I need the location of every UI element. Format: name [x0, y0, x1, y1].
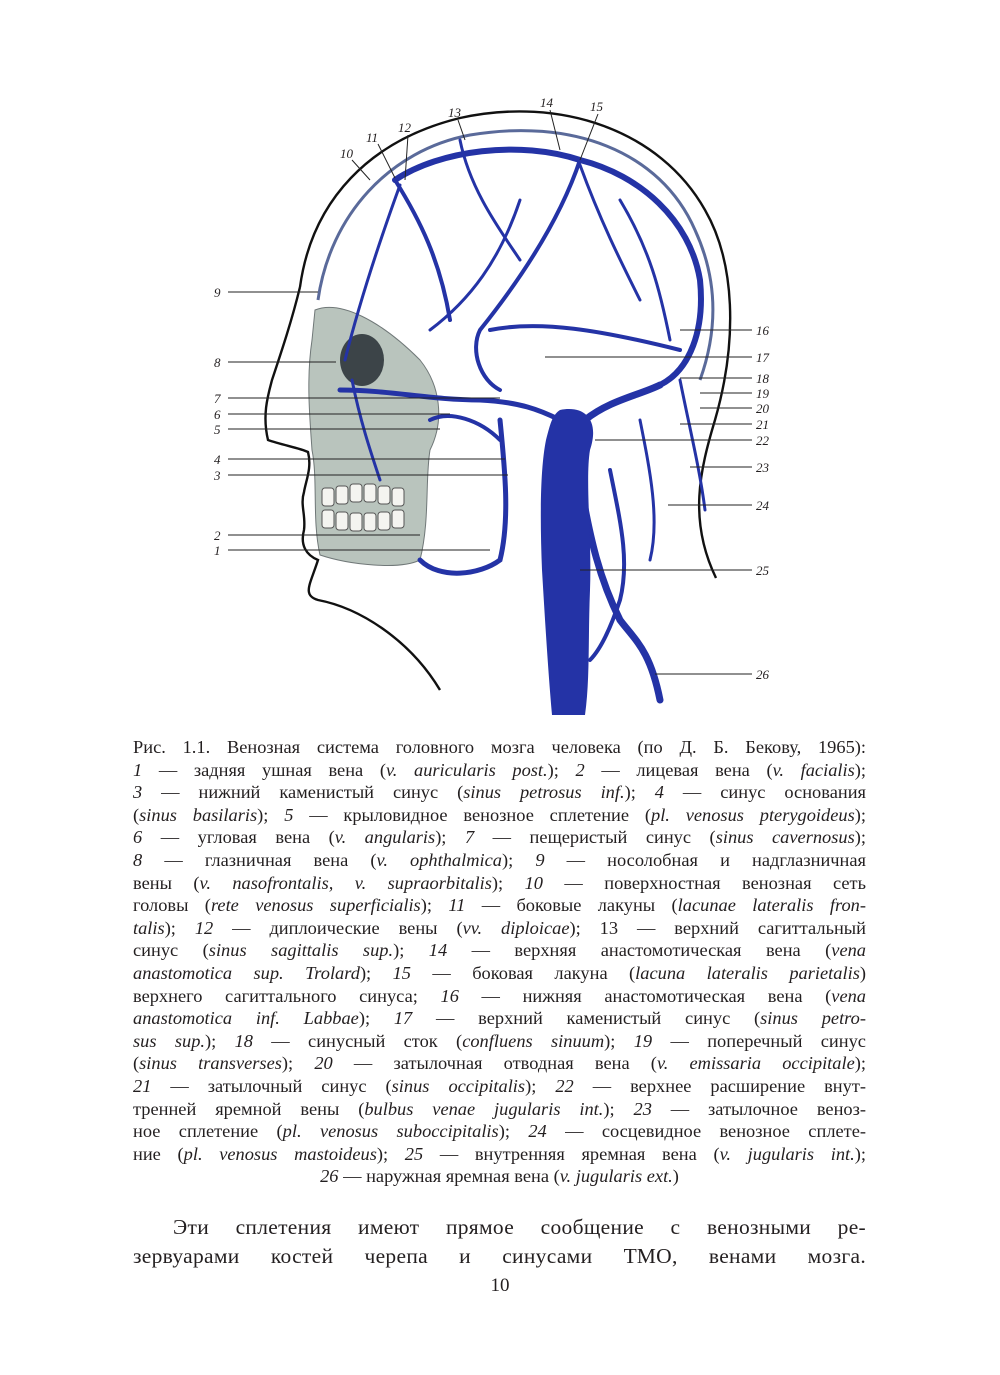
- caption-run: (: [133, 804, 140, 825]
- caption-run: v. auricularis post.: [385, 759, 548, 780]
- caption-run: 7: [464, 827, 475, 848]
- label-11: 11: [366, 130, 379, 145]
- caption-run: sinus cavernosus: [715, 827, 855, 848]
- label-16: 16: [756, 323, 769, 338]
- caption-run: вены (: [133, 872, 200, 893]
- caption-run: );: [854, 827, 866, 848]
- label-18: 18: [756, 371, 769, 386]
- label-7: 7: [214, 391, 221, 406]
- orbit: [340, 334, 384, 386]
- caption-run: );: [854, 1053, 866, 1074]
- caption-run: 21: [133, 1075, 152, 1096]
- caption-line: [133, 1098, 866, 1121]
- caption-run: — носолобная и надглазничная: [544, 849, 867, 870]
- caption-run: sinus basilaris: [139, 804, 258, 825]
- caption-line: [133, 1007, 866, 1030]
- caption-run: sinus occipitalis: [391, 1075, 526, 1096]
- caption-run: );: [501, 849, 536, 870]
- caption-run: — поверхностная венозная сеть: [542, 872, 866, 893]
- label-8: 8: [214, 355, 221, 370]
- caption-run: sinus sagittalis sup.: [208, 940, 394, 961]
- label-22: 22: [756, 433, 769, 448]
- caption-line: [133, 894, 866, 917]
- caption-run: 25: [404, 1143, 424, 1164]
- caption-line: [133, 1143, 866, 1166]
- caption-line: [133, 849, 866, 872]
- caption-run: верхнего сагиттального синуса;: [133, 985, 441, 1006]
- caption-run: );: [376, 1143, 405, 1164]
- caption-run: — наружная яремная вена (: [338, 1166, 560, 1187]
- caption-run: );: [359, 962, 393, 983]
- caption-run: pl. venosus mastoideus: [183, 1143, 377, 1164]
- caption-run: sus sup.: [133, 1030, 205, 1051]
- caption-run: — задняя ушная вена (: [142, 759, 386, 780]
- caption-run: Рис. 1.1. Венозная система головного мозга человека (по Д. Б. Бекову, 1965):: [133, 737, 866, 757]
- caption-run: v. emissaria occipitale: [656, 1053, 855, 1074]
- caption-run: );: [624, 782, 655, 803]
- caption-run: — пещеристый синус (: [474, 827, 716, 848]
- caption-run: vv. diploicae: [462, 917, 570, 938]
- label-5: 5: [214, 422, 221, 437]
- caption-run: 9: [535, 849, 545, 870]
- caption-run: ние (: [133, 1143, 184, 1164]
- caption-run: 8: [133, 849, 143, 870]
- caption-line: [133, 804, 866, 827]
- caption-run: );: [603, 1098, 634, 1119]
- label-6: 6: [214, 407, 221, 422]
- caption-run: anastomotica inf. Labbae: [133, 1008, 359, 1029]
- caption-run: 14: [428, 940, 448, 961]
- caption-run: anastomotica sup. Trolard: [133, 962, 360, 983]
- caption-line: [133, 985, 866, 1008]
- caption-run: 5: [284, 804, 294, 825]
- caption-run: talis: [133, 917, 165, 938]
- label-25: 25: [756, 563, 769, 578]
- caption-run: — внутренняя яремная вена (: [423, 1143, 720, 1164]
- caption-run: 3: [133, 782, 143, 803]
- caption-run: );: [854, 1143, 866, 1164]
- caption-run: (: [133, 1053, 140, 1074]
- body-line: зервуарами костей черепа и синусами ТМО, венами мозга.: [133, 1244, 866, 1268]
- caption-run: 24: [528, 1121, 547, 1142]
- caption-run: lacunae lateralis fron-: [677, 895, 866, 916]
- caption-run: — затылочная отводная вена (: [332, 1053, 657, 1074]
- caption-line: [133, 826, 866, 849]
- caption-run: lacuna lateralis parietalis: [635, 962, 860, 983]
- caption-run: );: [525, 1075, 556, 1096]
- caption-run: синус (: [133, 940, 209, 961]
- caption-run: 11: [448, 895, 466, 916]
- caption-run: );: [491, 872, 525, 893]
- caption-run: sinus transverses: [139, 1053, 282, 1074]
- caption-line: [133, 1052, 866, 1075]
- caption-run: — верхняя анастомотическая вена (: [447, 940, 832, 961]
- body-line: Эти сплетения имеют прямое сообщение с венозными ре-: [173, 1215, 866, 1239]
- caption-run: );: [854, 759, 866, 780]
- label-19: 19: [756, 386, 769, 401]
- label-3: 3: [214, 468, 221, 483]
- caption-run: — диплоические вены (: [213, 917, 463, 938]
- label-14: 14: [540, 95, 553, 110]
- internal-jugular-vein: [541, 409, 593, 715]
- caption-run: — лицевая вена (: [584, 759, 773, 780]
- label-24: 24: [756, 498, 769, 513]
- label-2: 2: [214, 528, 221, 543]
- caption-run: ): [859, 962, 866, 983]
- caption-run: );: [498, 1121, 529, 1142]
- caption-run: sinus petro-: [760, 1008, 866, 1029]
- label-23: 23: [756, 460, 769, 475]
- caption-run: — нижний каменистый синус (: [142, 782, 464, 803]
- caption-run: 6: [133, 827, 143, 848]
- caption-run: );: [393, 940, 429, 961]
- caption-run: 12: [194, 917, 214, 938]
- caption-run: тренней яремной вены (: [133, 1098, 365, 1119]
- caption-line: [133, 1075, 866, 1098]
- caption-run: ); 13 — верхний сагиттальный: [569, 917, 866, 938]
- caption-line: [133, 781, 866, 804]
- caption-run: — боковые лакуны (: [465, 895, 678, 916]
- label-15: 15: [590, 99, 603, 114]
- caption-run: confluens sinuum: [462, 1030, 605, 1051]
- caption-line: [133, 939, 866, 962]
- caption-run: v. jugularis int.: [719, 1143, 855, 1164]
- label-1: 1: [214, 543, 221, 558]
- caption-run: — угловая вена (: [142, 827, 335, 848]
- caption-run: );: [547, 759, 576, 780]
- caption-run: );: [435, 827, 465, 848]
- caption-line: [133, 872, 866, 895]
- caption-run: — крыловидное венозное сплетение (: [293, 804, 651, 825]
- caption-run: v. angularis: [334, 827, 436, 848]
- caption-run: 18: [234, 1030, 253, 1051]
- caption-run: );: [164, 917, 195, 938]
- caption-line: [133, 1030, 866, 1053]
- caption-run: — верхний каменистый синус (: [412, 1008, 761, 1029]
- caption-run: );: [604, 1030, 634, 1051]
- caption-run: );: [854, 804, 866, 825]
- caption-line: [133, 962, 866, 985]
- label-26: 26: [756, 667, 769, 682]
- caption-run: v. nasofrontalis, v. supraorbitalis: [199, 872, 492, 893]
- caption-run: — глазничная вена (: [142, 849, 377, 870]
- caption-run: 16: [440, 985, 459, 1006]
- caption-run: 22: [555, 1075, 574, 1096]
- caption-run: — нижняя анастомотическая вена (: [458, 985, 832, 1006]
- caption-run: );: [358, 1008, 394, 1029]
- caption-run: );: [420, 895, 449, 916]
- caption-line: [133, 1120, 866, 1143]
- caption-run: — поперечный синус: [652, 1030, 866, 1051]
- caption-line: [133, 1165, 866, 1188]
- caption-run: 17: [393, 1008, 413, 1029]
- caption-run: bulbus venae jugularis int.: [364, 1098, 604, 1119]
- caption-run: 10: [524, 872, 543, 893]
- caption-run: 26: [320, 1166, 339, 1187]
- caption-run: — верхнее расширение внут-: [573, 1075, 866, 1096]
- label-21: 21: [756, 417, 769, 432]
- caption-run: v. ophthalmica: [376, 849, 502, 870]
- label-12: 12: [398, 120, 411, 135]
- caption-run: );: [281, 1053, 315, 1074]
- caption-run: vena: [831, 985, 866, 1006]
- caption-run: — синус основания: [663, 782, 866, 803]
- caption-run: — затылочное венoз-: [651, 1098, 867, 1119]
- label-9: 9: [214, 285, 221, 300]
- body-paragraph: [133, 1213, 866, 1271]
- caption-run: 23: [633, 1098, 652, 1119]
- caption-run: pl. venosus pterygoideus: [651, 804, 855, 825]
- caption-run: головы (: [133, 895, 211, 916]
- caption-line: [133, 917, 866, 940]
- label-13: 13: [448, 105, 461, 120]
- caption-run: 19: [633, 1030, 653, 1051]
- caption-run: — боковая лакуна (: [410, 962, 636, 983]
- caption-run: );: [257, 804, 285, 825]
- caption-run: );: [205, 1030, 235, 1051]
- caption-line: [133, 759, 866, 782]
- caption-run: rete venosus superficialis: [210, 895, 421, 916]
- figure-caption: [133, 736, 866, 1188]
- caption-run: ное сплетение (: [133, 1121, 283, 1142]
- caption-run: v. jugularis ext.: [559, 1166, 673, 1187]
- caption-run: — синусный сток (: [252, 1030, 463, 1051]
- label-17: 17: [756, 350, 769, 365]
- caption-run: 20: [314, 1053, 333, 1074]
- caption-line: [133, 736, 866, 759]
- caption-run: vena: [831, 940, 866, 961]
- label-4: 4: [214, 452, 221, 467]
- caption-run: — затылочный синус (: [151, 1075, 392, 1096]
- caption-run: 15: [392, 962, 411, 983]
- caption-run: 1: [133, 759, 143, 780]
- caption-run: ): [672, 1166, 679, 1187]
- label-20: 20: [756, 401, 769, 416]
- caption-run: v. facialis: [772, 759, 855, 780]
- caption-run: sinus petrosus inf.: [463, 782, 625, 803]
- caption-run: pl. venosus suboccipitalis: [282, 1121, 499, 1142]
- caption-run: 4: [654, 782, 664, 803]
- caption-run: 2: [575, 759, 585, 780]
- page-number: 10: [490, 1275, 510, 1296]
- label-10: 10: [340, 146, 353, 161]
- caption-run: — сосцевидное венозное сплете-: [546, 1121, 866, 1142]
